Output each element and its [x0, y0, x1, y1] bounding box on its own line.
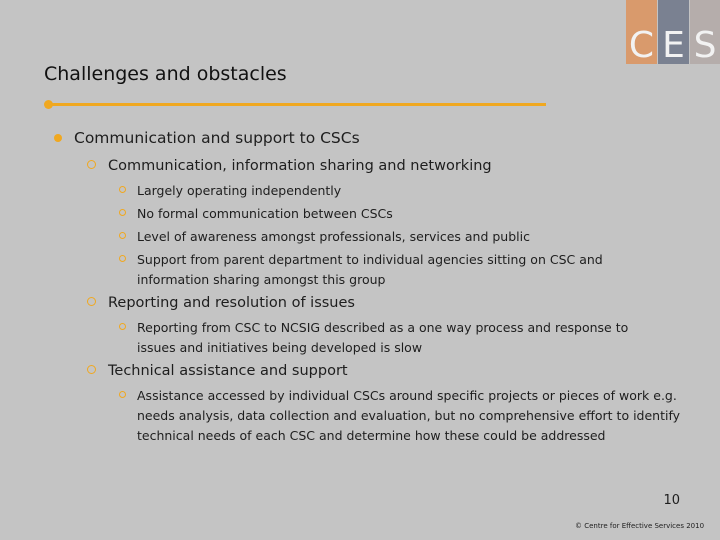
circle-bullet-icon [119, 232, 126, 239]
circle-bullet-icon [119, 391, 126, 398]
logo-letter-e: E [658, 0, 689, 64]
main-bullet-text: Communication and support to CSCs [74, 129, 360, 147]
bullet-dot-icon [54, 134, 62, 142]
circle-bullet-icon [87, 365, 96, 374]
circle-bullet-icon [119, 209, 126, 216]
slide-title: Challenges and obstacles [44, 63, 287, 85]
logo-letter-s: S [690, 0, 720, 64]
page-number: 10 [663, 493, 680, 508]
ces-logo [626, 0, 720, 64]
circle-bullet-icon [87, 160, 96, 169]
logo-letter-c: C [626, 0, 657, 64]
title-rule-line [50, 103, 546, 106]
circle-bullet-icon [119, 255, 126, 262]
circle-bullet-icon [119, 323, 126, 330]
circle-bullet-icon [119, 186, 126, 193]
circle-bullet-icon [87, 297, 96, 306]
copyright-text: © Centre for Effective Services 2010 [575, 522, 705, 530]
